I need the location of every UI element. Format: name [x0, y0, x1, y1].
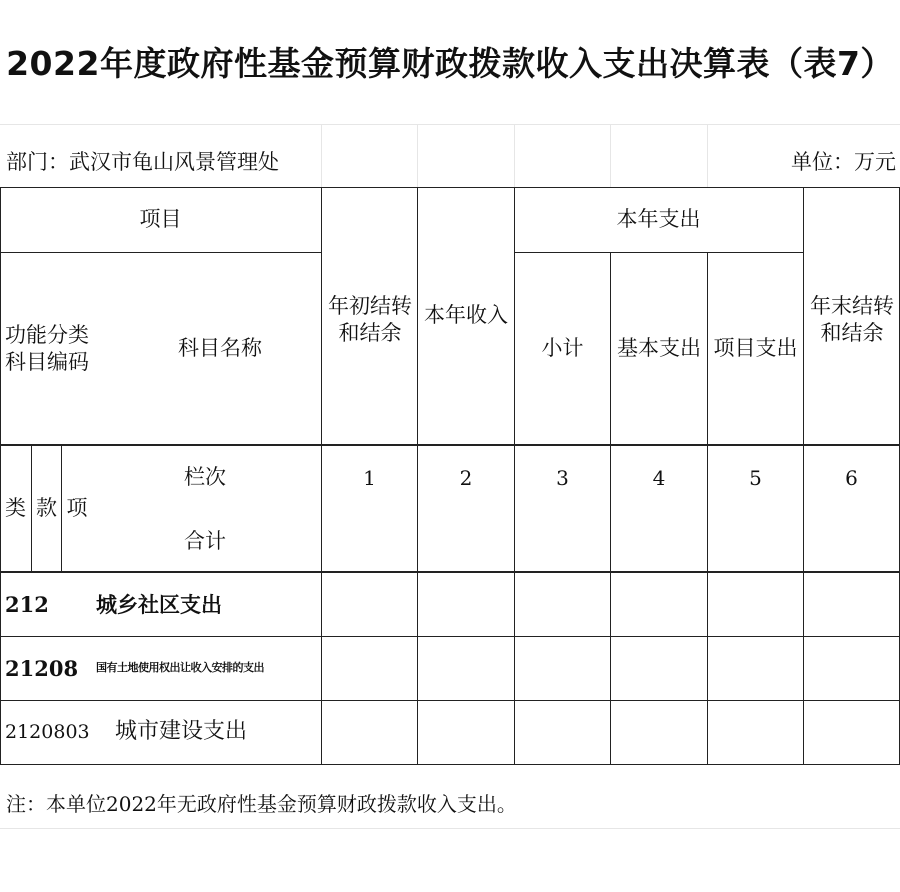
column-number: 6 — [845, 466, 858, 490]
row-code: 21208 — [5, 655, 79, 681]
column-number: 2 — [459, 466, 473, 490]
department-label: 部门：武汉市龟山风景管理处 — [6, 150, 279, 174]
row-name: 国有土地使用权出让收入安排的支出 — [96, 661, 264, 675]
header-begin-balance: 年初结转和结余 — [328, 293, 412, 345]
header-kuan: 款 — [36, 495, 57, 520]
header-lei: 类 — [5, 495, 26, 520]
header-item: 项目 — [139, 207, 182, 232]
header-total: 合计 — [184, 529, 226, 554]
gridline — [0, 124, 900, 125]
column-number: 4 — [652, 466, 666, 490]
page-title: 2022年度政府性基金预算财政拨款收入支出决算表（表7） — [6, 44, 894, 83]
gridline — [514, 125, 515, 187]
column-number: 5 — [749, 466, 762, 490]
column-number: 1 — [363, 466, 376, 490]
gridline — [417, 125, 418, 187]
table-line — [0, 444, 900, 446]
header-income: 本年收入 — [424, 303, 508, 328]
row-name: 城市建设支出 — [115, 719, 248, 745]
header-expense-group: 本年支出 — [616, 207, 701, 232]
header-subject-name: 科目名称 — [178, 335, 262, 360]
unit-label: 单位：万元 — [791, 150, 896, 174]
table-border-bottom — [0, 764, 900, 765]
header-project-expense: 项目支出 — [713, 335, 798, 360]
footnote: 注：本单位2022年无政府性基金预算财政拨款收入支出。 — [6, 792, 517, 816]
header-lanci: 栏次 — [184, 465, 226, 490]
row-code: 2120803 — [5, 721, 90, 744]
header-xiang: 项 — [66, 495, 88, 520]
column-number: 3 — [556, 466, 569, 490]
row-name: 城乡社区支出 — [96, 591, 222, 617]
header-func-code: 功能分类科目编码 — [5, 322, 89, 374]
header-subtotal: 小计 — [541, 335, 584, 360]
gridline — [707, 125, 708, 187]
gridline — [0, 828, 900, 829]
row-code: 212 — [5, 591, 49, 617]
gridline — [321, 125, 322, 187]
gridline — [610, 125, 611, 187]
header-end-balance: 年末结转和结余 — [810, 293, 894, 345]
header-basic-expense: 基本支出 — [617, 335, 701, 360]
